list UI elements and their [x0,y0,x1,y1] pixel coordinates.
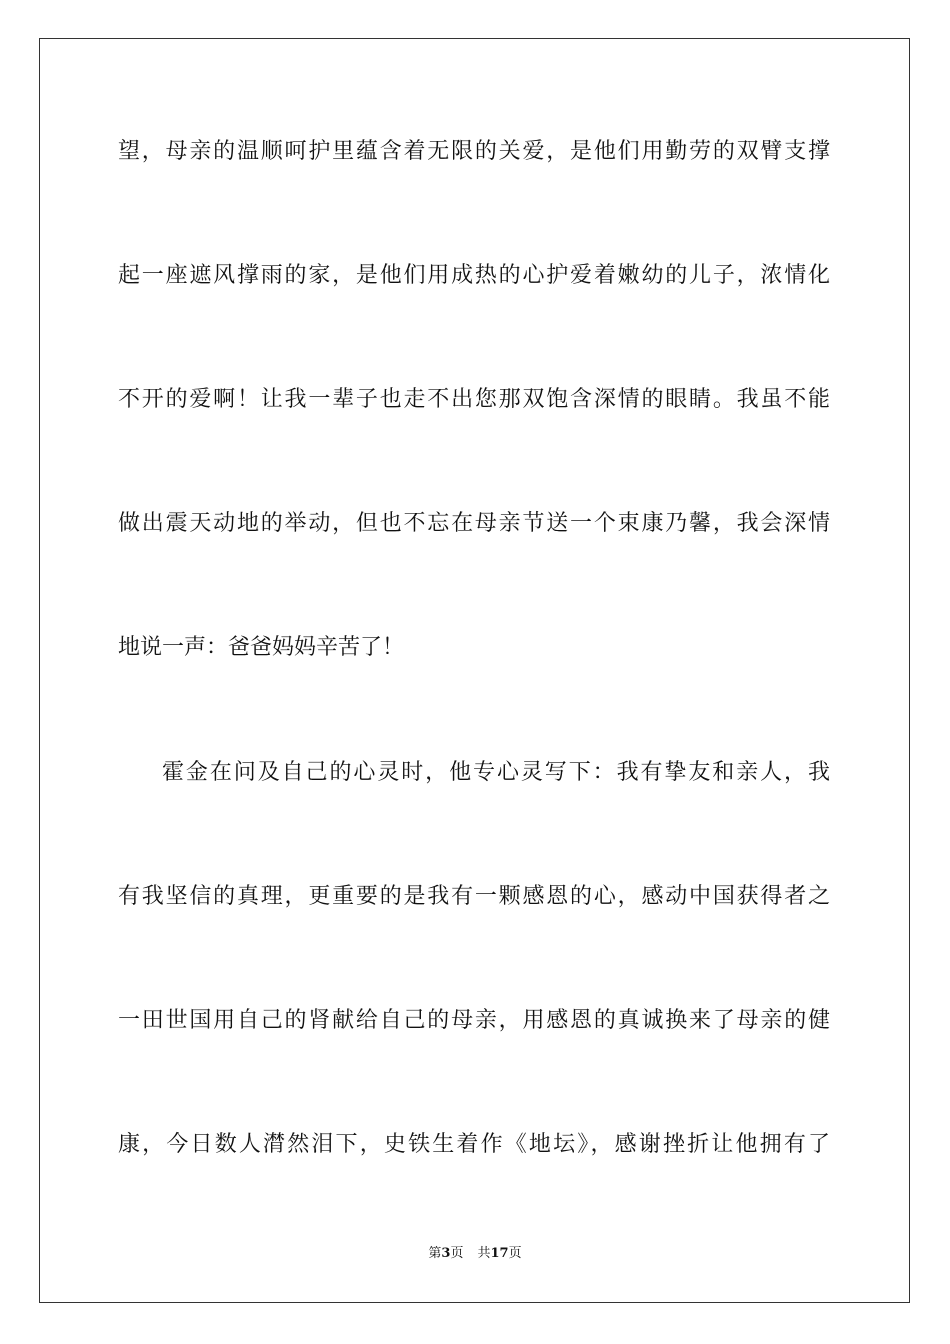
paragraph-line-1: 望，母亲的温顺呵护里蕴含着无限的关爱，是他们用勤劳的双臂支撑 [118,139,830,164]
total-prefix: 共 [477,1246,491,1261]
paragraph-line-8: 一田世国用自己的肾献给自己的母亲，用感恩的真诚换来了母亲的健 [118,1008,830,1033]
page-footer [0,1245,950,1263]
page-prefix: 第 [428,1246,442,1261]
total-suffix: 页 [508,1246,522,1261]
paragraph-line-2: 起一座遮风撑雨的家，是他们用成热的心护爱着嫩幼的儿子，浓情化 [118,263,830,288]
paragraph-line-3: 不开的爱啊！让我一辈子也走不出您那双饱含深情的眼睛。我虽不能 [118,387,830,412]
paragraph-line-5: 地说一声：爸爸妈妈辛苦了！ [118,635,405,660]
page-number: 3 [441,1246,451,1261]
paragraph-line-6: 霍金在问及自己的心灵时，他专心灵写下：我有挚友和亲人，我 [162,760,830,785]
paragraph-line-7: 有我坚信的真理，更重要的是我有一颗感恩的心，感动中国获得者之 [118,884,830,909]
page-frame [39,38,910,1303]
paragraph-line-9: 康，今日数人潸然泪下，史铁生着作《地坛》，感谢挫折让他拥有了 [118,1132,830,1157]
page-suffix: 页 [450,1246,464,1261]
total-pages: 17 [490,1246,509,1261]
paragraph-line-4: 做出震天动地的举动，但也不忘在母亲节送一个束康乃馨，我会深情 [118,511,830,536]
